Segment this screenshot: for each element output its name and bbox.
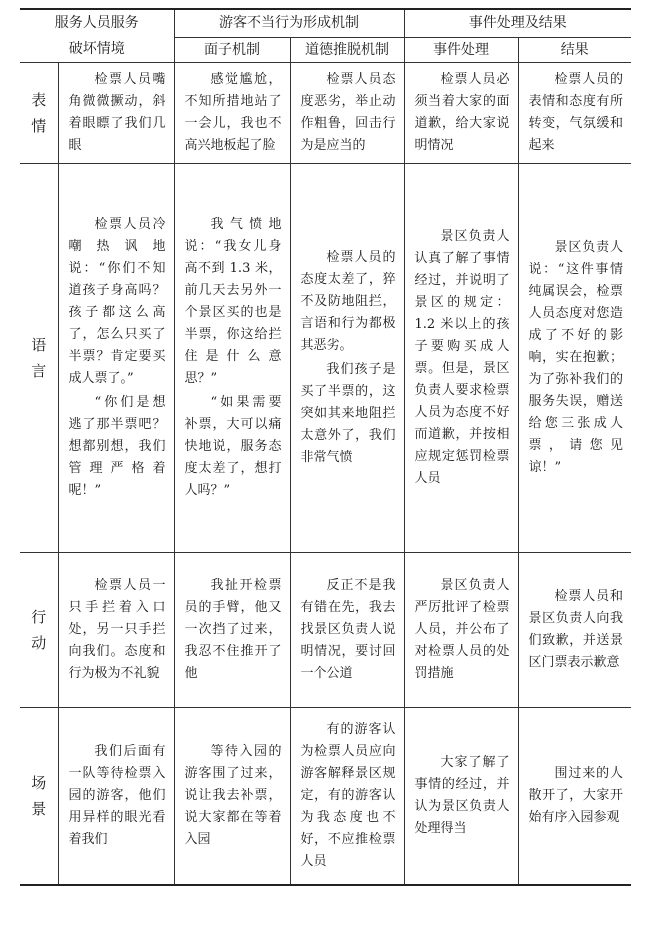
table-cell: 反正不是我有错在先，我去找景区负责人说明情况，要讨回一个公道 <box>290 553 404 708</box>
table-cell: 感觉尴尬，不知所措地站了一会儿，我也不高兴地板起了脸 <box>174 63 290 164</box>
table-cell: 有的游客认为检票人员应向游客解释景区规定，有的游客认为我态度也不好，不应推检票人员 <box>290 708 404 886</box>
table-cell: 我扯开检票员的手臂，他又一次挡了过来，我忍不住推开了他 <box>174 553 290 708</box>
header-result: 结果 <box>518 37 631 62</box>
header-handling-and-result: 事件处理及结果 <box>404 9 631 37</box>
row-category-scene: 场景 <box>20 708 58 886</box>
header-moral-disengagement: 道德推脱机制 <box>290 37 404 62</box>
table-row <box>20 63 631 164</box>
header-event-handling: 事件处理 <box>404 37 518 62</box>
table-cell: 检票人员的表情和态度有所转变，气氛缓和起来 <box>518 63 631 164</box>
table-cell: 检票人员的态度太差了，猝不及防地阻拦，言语和行为都极其恶劣。 我们孩子是买了半票的，这突如其来地阻拦太意外了，我们非常气愤 <box>290 164 404 553</box>
row-category-expression: 表情 <box>20 63 58 164</box>
table-row <box>20 553 631 708</box>
table-cell: 围过来的人散开了，大家开始有序入园参观 <box>518 708 631 886</box>
table-cell: 检票人员态度恶劣，举止动作粗鲁，回击行为是应当的 <box>290 63 404 164</box>
row-category-language: 语言 <box>20 164 58 553</box>
table-cell: 景区负责人说：“这件事情纯属误会，检票人员态度对您造成了不好的影响，实在抱歉；为了弥补我们的服务失误，赠送给您三张成人票，请您见谅！” <box>518 164 631 553</box>
row-category-action: 行动 <box>20 553 58 708</box>
table-cell: 检票人员冷嘲热讽地说：“你们不知道孩子身高吗？孩子都这么高了，怎么只买了半票？肯定要买成人票了。” “你们是想逃了那半票吧？想都别想，我们管理严格着呢！” <box>58 164 174 553</box>
table-cell: 景区负责人认真了解了事情经过，并说明了景区的规定：1.2 米以上的孩子要购买成人票。但是，景区负责人要求检票人员为态度不好而道歉，并按相应规定惩罚检票人员 <box>404 164 518 553</box>
table-cell: 检票人员嘴角微微撅动，斜着眼瞟了我们几眼 <box>58 63 174 164</box>
table-cell: 检票人员一只手拦着入口处，另一只手拦向我们。态度和行为极为不礼貌 <box>58 553 174 708</box>
table-cell: 大家了解了事情的经过，并认为景区负责人处理得当 <box>404 708 518 886</box>
table-cell: 检票人员和景区负责人向我们致歉，并送景区门票表示歉意 <box>518 553 631 708</box>
table-cell: 等待入园的游客围了过来，说让我去补票，说大家都在等着入园 <box>174 708 290 886</box>
table-cell: 景区负责人严厉批评了检票人员，并公布了对检票人员的处罚措施 <box>404 553 518 708</box>
header-service-failure-context: 服务人员服务破坏情境 <box>20 9 174 63</box>
table-row <box>20 164 631 553</box>
table-row <box>20 708 631 886</box>
table-cell: 检票人员必须当着大家的面道歉，给大家说明情况 <box>404 63 518 164</box>
table-cell: 我们后面有一队等待检票入园的游客，他们用异样的眼光看着我们 <box>58 708 174 886</box>
header-face-mechanism: 面子机制 <box>174 37 290 62</box>
header-improper-behavior-mechanism: 游客不当行为形成机制 <box>174 9 404 37</box>
table-cell: 我气愤地说：“我女儿身高不到 1.3 米，前几天去另外一个景区买的也是半票，你这给拦住是什么意思？” “如果需要补票，大可以痛快地说，服务态度太差了，想打人吗？” <box>174 164 290 553</box>
service-failure-table <box>20 8 631 886</box>
